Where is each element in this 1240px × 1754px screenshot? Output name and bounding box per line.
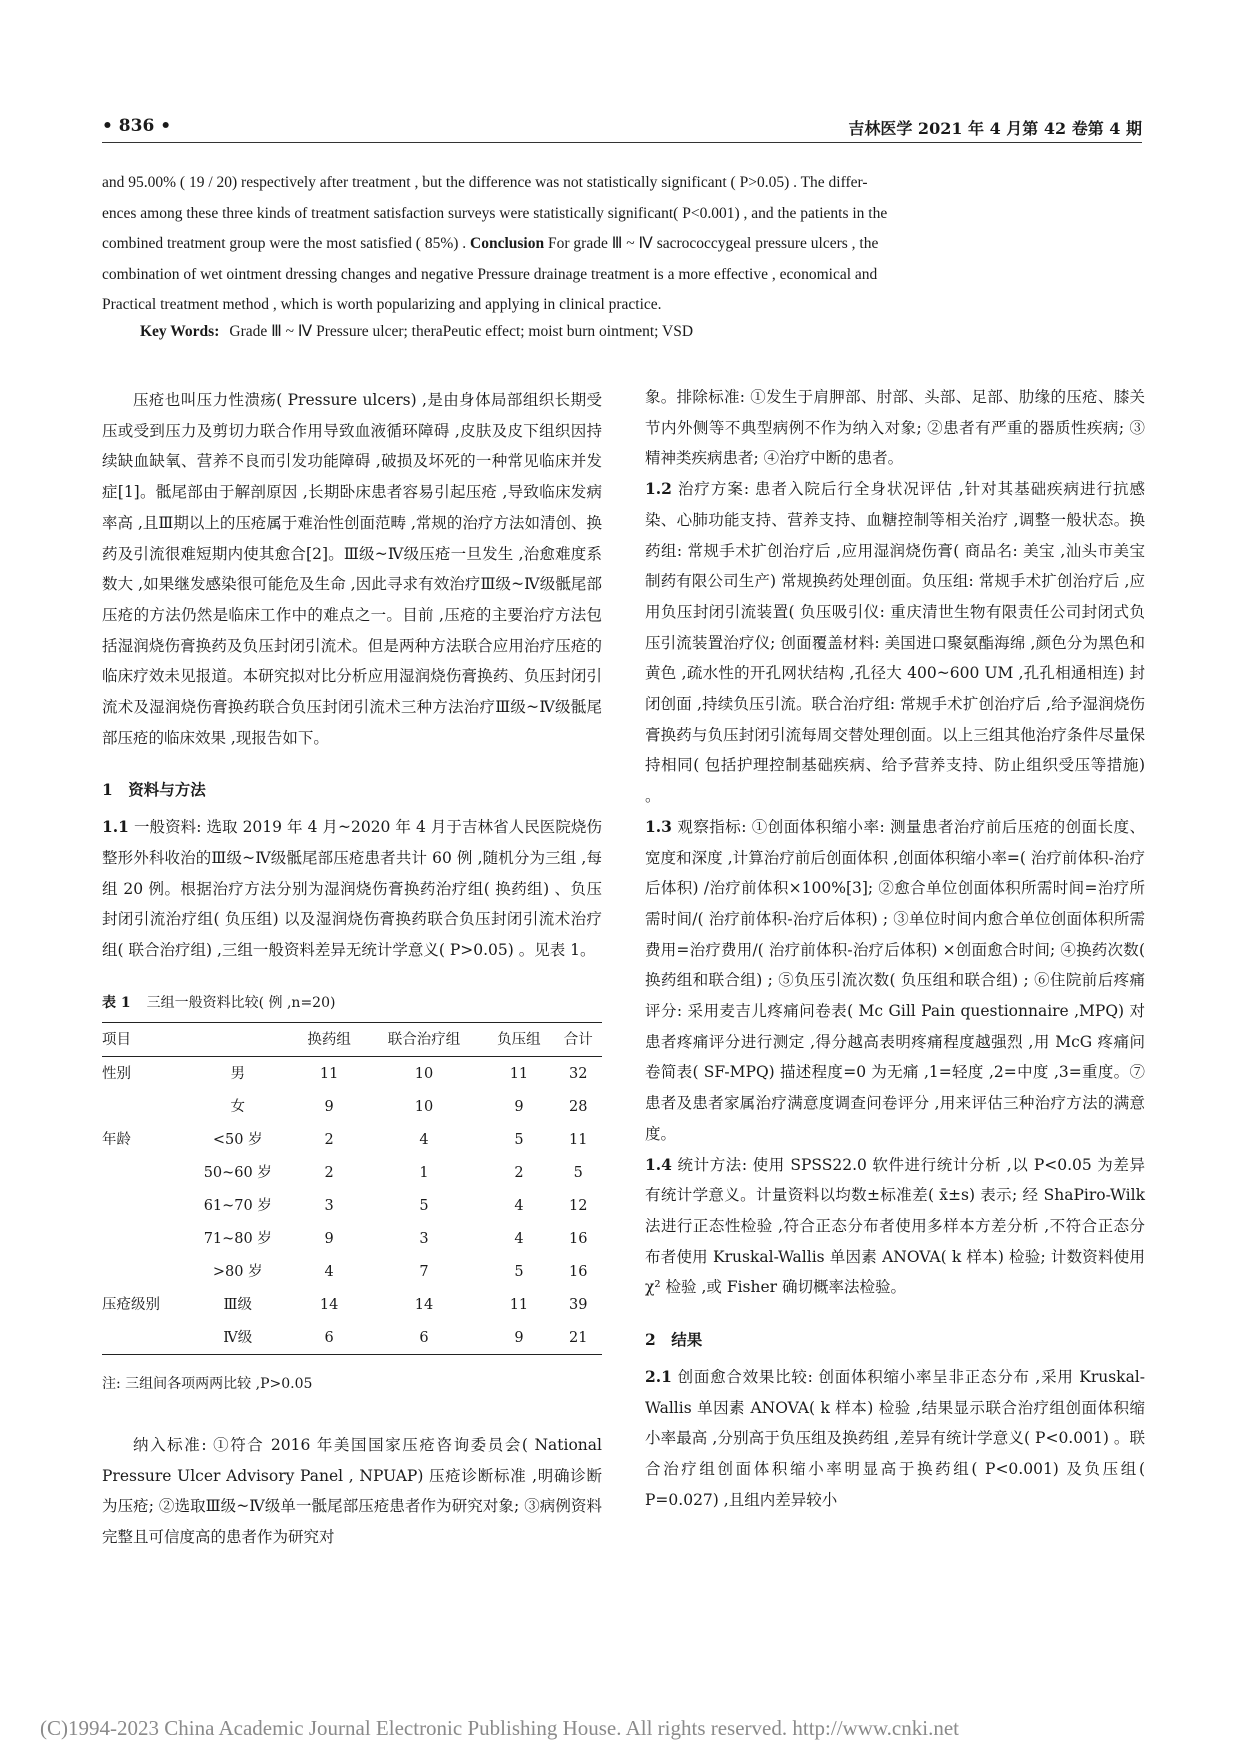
abstract-line-5: Practical treatment method , which is worth popularizing and applying in clinical practice. [102,296,662,313]
table-cell: 5 [514,1131,524,1148]
section-1-1 [102,812,602,966]
table-cell: 6 [419,1329,429,1346]
abstract-text [102,168,1142,321]
table-row [102,1255,602,1288]
abstract-line-3-post: For grade Ⅲ ~ Ⅳ sacrococcygeal pressure ulcers , the [548,235,879,252]
section-2-heading: 2 结果 [645,1330,703,1350]
section-1-2-label: 1.2 [645,479,672,499]
section-2-1 [645,1362,1145,1516]
abstract-line-1: and 95.00% ( 19 / 20) respectively after treatment , but the difference was not statistically significant ( P>0.05) . The differ- [102,174,868,191]
table-row [102,1057,602,1091]
table-title: 三组一般资料比较( 例 ,n=20) [146,994,336,1011]
conclusion-label: Conclusion [470,235,545,252]
table-cell [102,1189,182,1222]
table-row [102,1189,602,1222]
table-cell: 61~70 岁 [203,1197,272,1214]
table-cell: 年龄 [102,1131,131,1148]
table-cell: Ⅳ级 [223,1329,253,1346]
table-cell: 50~60 岁 [203,1164,272,1181]
table-cell: 11 [569,1131,588,1148]
table-cell: 3 [419,1230,429,1247]
table-cell: 9 [324,1230,334,1247]
abstract-line-3 [102,229,1142,260]
table-cell: 5 [514,1263,524,1280]
table-cell: 4 [514,1197,524,1214]
table-cell: 14 [414,1296,434,1313]
right-column [645,382,1145,1515]
abstract-line-4: combination of wet ointment dressing changes and negative Pressure drainage treatment is a more effective , economical and [102,265,878,283]
table-cell: 女 [230,1098,246,1115]
table-number: 表 1 [102,994,131,1011]
table-row [102,1123,602,1156]
table-cell [102,1222,182,1255]
table-cell: 9 [514,1098,524,1115]
table-note: 注: 三组间各项两两比较 ,P>0.05 [102,1376,313,1393]
table-cell: 7 [419,1263,429,1280]
table-cell: 1 [419,1164,429,1181]
section-1-3-text: 观察指标: ①创面体积缩小率: 测量患者治疗前后压疮的创面长度、宽度和深度 ,计算治疗前后创面体积 ,创面体积缩小率=( 治疗前体积-治疗后体积) /治疗前体积×100%[3]; ②愈合单位创面体积所需时间=治疗所需时间/( 治疗前体积-治疗后体积) ; ③单位时间内愈合单位创面体积所需费用=治疗费用/( 治疗前体积-治疗后体积) ×创面愈合时间; ④换药次数( 换药组和联合组) ; ⑤负压引流次数( 负压组和联合组) ; ⑥住院前后疼痛评分: 采用麦吉儿疼痛问卷表( Mc Gill Pain questionnaire ,MPQ) 对患者疼痛评分进行测定 ,得分越高表明疼痛程度越强烈 ,用 McG 疼痛问卷简表( SF-MPQ) 描述程度=0 为无痛 ,1=轻度 ,2=中度 ,3=重度。⑦患者及患者家属治疗满意度调查问卷评分 ,用来评估三种治疗方法的满意度。 [645,817,1145,1143]
table-cell: 10 [414,1065,434,1082]
table-cell: 6 [324,1329,334,1346]
table-cell: 4 [514,1230,524,1247]
table-cell: 4 [324,1263,334,1280]
table-cell: 11 [509,1065,529,1082]
table-cell: 9 [514,1329,524,1346]
table-cell: 10 [414,1098,434,1115]
inclusion-criteria: 纳入标准: ①符合 2016 年美国国家压疮咨询委员会( National Pressure Ulcer Advisory Panel , NPUAP) 压疮诊断标准 ,明确诊断为压疮; ②选取Ⅲ级~Ⅳ级单一骶尾部压疮患者作为研究对象; ③病例资料完整且可信度高的患者作为研究对 [102,1436,602,1547]
table-cell [102,1255,182,1288]
table-cell: 5 [573,1164,583,1181]
keywords-text: Grade Ⅲ ~ Ⅳ Pressure ulcer; theraPeutic effect; moist burn ointment; VSD [229,323,694,340]
section-1-heading: 1 资料与方法 [102,780,206,800]
table-cell: 14 [319,1296,339,1313]
table-cell: 2 [324,1164,334,1181]
table-cell: <50 岁 [212,1131,263,1148]
header-rule [102,142,1142,143]
intro-paragraph: 压疮也叫压力性溃疡( Pressure ulcers) ,是由身体局部组织长期受压或受到压力及剪切力联合作用导致血液循环障碍 ,皮肤及皮下组织因持续缺血缺氧、营养不良而引发功能障碍 ,破损及坏死的一种常见临床并发症[1]。骶尾部由于解剖原因 ,长期卧床患者容易引起压疮 ,导致临床发病率高 ,且Ⅲ期以上的压疮属于难治性创面范畴 ,常规的治疗方法如清创、换药及引流很难短期内使其愈合[2]。Ⅲ级~Ⅳ级压疮一旦发生 ,治愈难度系数大 ,如果继发感染很可能危及生命 ,因此寻求有效治疗Ⅲ级~Ⅳ级骶尾部压疮的方法仍然是临床工作中的难点之一。目前 ,压疮的主要治疗方法包括湿润烧伤膏换药及负压封闭引流术。但是两种方法联合应用治疗压疮的临床疗效未见报道。本研究拟对比分析应用湿润烧伤膏换药、负压封闭引流术及湿润烧伤膏换药联合负压封闭引流术三种方法治疗Ⅲ级~Ⅳ级骶尾部压疮的临床效果 ,现报告如下。 [102,391,603,747]
table-header-cell: 换药组 [307,1031,351,1048]
copyright-footer: (C)1994-2023 China Academic Journal Electronic Publishing House. All rights reserved. http://www.cnki.net [40,1716,959,1740]
table-header-cell: 联合治疗组 [387,1031,461,1048]
left-column [102,385,602,1553]
section-2-1-text: 创面愈合效果比较: 创面体积缩小率呈非正态分布 ,采用 Kruskal-Wallis 单因素 ANOVA( k 样本) 检验 ,结果显示联合治疗组创面体积缩小率最高 ,分别高于负压组及换药组 ,差异有统计学意义( P<0.001) 。联合治疗组创面体积缩小率明显高于换药组( P<0.001) 及负压组( P=0.027) ,且组内差异较小 [645,1367,1146,1509]
table-cell: 28 [569,1098,588,1115]
table-cell [102,1090,182,1123]
exclusion-criteria: 象。排除标准: ①发生于肩胛部、肘部、头部、足部、肋缘的压疮、膝关节内外侧等不典型病例不作为纳入对象; ②患者有严重的器质性疾病; ③精神类疾病患者; ④治疗中断的患者。 [645,388,1145,468]
section-1-2 [645,474,1145,812]
abstract-line-3-pre: combined treatment group were the most satisfied ( 85%) . [102,235,467,252]
table-header-cell: 合计 [563,1031,593,1048]
table-cell: 5 [419,1197,429,1214]
page-number: • 836 • [102,116,172,136]
section-1-4-text: 统计方法: 使用 SPSS22.0 软件进行统计分析 ,以 P<0.05 为差异有统计学意义。计量资料以均数±标准差( x̄±s) 表示; 经 ShaPiro-Wilk 法进行正态性检验 ,符合正态分布者使用多样本方差分析 ,不符合正态分布者使用 Kruskal-Wallis 单因素 ANOVA( k 样本) 检验; 计数资料使用χ² 检验 ,或 Fisher 确切概率法检验。 [645,1155,1145,1297]
table-header-row [102,1023,602,1057]
table-cell: 9 [324,1098,334,1115]
table-cell: 4 [419,1131,429,1148]
table-caption [102,988,602,1019]
section-1-2-text: 治疗方案: 患者入院后行全身状况评估 ,针对其基础疾病进行抗感染、心肺功能支持、营养支持、血糖控制等相关治疗 ,调整一般状态。换药组: 常规手术扩创治疗后 ,应用湿润烧伤膏( 商品名: 美宝 ,汕头市美宝制药有限公司生产) 常规换药处理创面。负压组: 常规手术扩创治疗后 ,应用负压封闭引流装置( 负压吸引仪: 重庆清世生物有限责任公司封闭式负压引流装置治疗仪; 创面覆盖材料: 美国进口聚氨酯海绵 ,颜色分为黑色和黄色 ,疏水性的开孔网状结构 ,孔径大 400~600 UM ,孔孔相通相连) 封闭创面 ,持续负压引流。联合治疗组: 常规手术扩创治疗后 ,给予湿润烧伤膏换药与负压封闭引流每周交替处理创面。以上三组其他治疗条件尽量保持相同( 包括护理控制基础疾病、给予营养支持、防止组织受压等措施) 。 [645,480,1145,806]
table-row [102,1321,602,1355]
table-cell: 2 [324,1131,334,1148]
journal-header: 吉林医学 2021 年 4 月第 42 卷第 4 期 [848,119,1142,138]
section-1-1-text: 一般资料: 选取 2019 年 4 月~2020 年 4 月于吉林省人民医院烧伤整形外科收治的Ⅲ级~Ⅳ级骶尾部压疮患者共计 60 例 ,随机分为三组 ,每组 20 例。根据治疗方法分别为湿润烧伤膏换药治疗组( 换药组) 、负压封闭引流治疗组( 负压组) 以及湿润烧伤膏换药联合负压封闭引流术治疗组( 联合治疗组) ,三组一般资料差异无统计学意义( P>0.05) 。见表 1。 [102,818,602,959]
table-header-cell: 项目 [102,1031,131,1048]
section-1-3 [645,812,1145,1150]
table-cell: 2 [514,1164,524,1181]
table-row [102,1156,602,1189]
table-cell: 21 [569,1329,588,1346]
table-cell: 71~80 岁 [203,1230,272,1247]
general-data-table [102,1022,602,1355]
table-header-cell [182,1023,294,1057]
table-cell: 39 [569,1296,588,1313]
table-cell: 性别 [102,1065,131,1082]
abstract-line-2: ences among these three kinds of treatment satisfaction surveys were statistically significant( P<0.001) , and the patients in the [102,204,888,222]
table-cell: 11 [509,1296,529,1313]
table-row [102,1288,602,1321]
table-cell: 11 [319,1065,339,1082]
table-cell [102,1321,182,1355]
table-cell: 男 [230,1065,246,1082]
table-header-cell: 负压组 [497,1031,541,1048]
table-cell: 12 [569,1197,588,1214]
table-row [102,1090,602,1123]
keywords-label: Key Words: [140,323,220,340]
table-cell: 32 [569,1065,588,1082]
table-cell [102,1156,182,1189]
table-cell: 16 [569,1230,588,1247]
section-1-3-label: 1.3 [645,816,672,836]
table-body [102,1057,602,1355]
table-cell: Ⅲ级 [223,1296,253,1313]
section-1-1-label: 1.1 [102,817,129,837]
table-cell: 压疮级别 [102,1296,160,1313]
table-row [102,1222,602,1255]
section-1-4-label: 1.4 [645,1154,672,1174]
section-2-1-label: 2.1 [645,1366,672,1386]
table-cell: >80 岁 [212,1263,263,1280]
section-1-4 [645,1150,1145,1304]
table-cell: 3 [324,1197,334,1214]
keywords [140,322,693,341]
table-cell: 16 [569,1263,588,1280]
